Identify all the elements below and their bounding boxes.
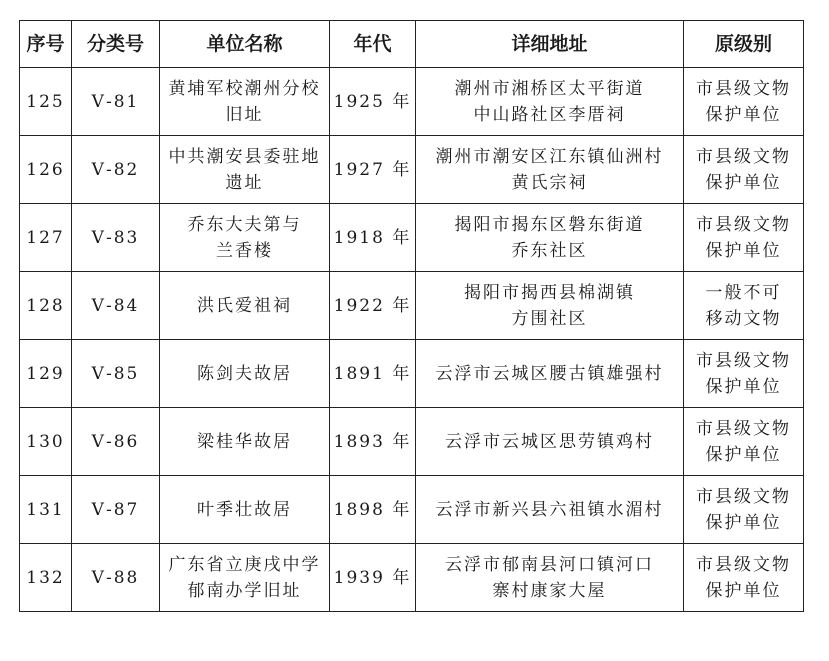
cell-seq: 126 bbox=[20, 136, 72, 204]
cell-seq: 132 bbox=[20, 544, 72, 612]
table-row bbox=[20, 476, 804, 544]
cell-original-level-line: 市县级文物 bbox=[696, 214, 791, 235]
cell-unit-name-line: 兰香楼 bbox=[216, 240, 273, 261]
cell-address bbox=[416, 204, 684, 272]
cell-era: 1922 年 bbox=[330, 272, 416, 340]
cell-address-line: 潮州市潮安区江东镇仙洲村 bbox=[435, 146, 664, 167]
table-row bbox=[20, 272, 804, 340]
cell-address-line: 寨村康家大屋 bbox=[492, 580, 607, 601]
cell-original-level-line: 保护单位 bbox=[705, 104, 782, 125]
cell-address-line: 方围社区 bbox=[511, 308, 588, 329]
cell-address-line: 黄氏宗祠 bbox=[511, 172, 588, 193]
cell-unit-name bbox=[160, 68, 330, 136]
cell-class-code: Ⅴ-86 bbox=[72, 408, 160, 476]
table-row bbox=[20, 136, 804, 204]
cell-address bbox=[416, 272, 684, 340]
cell-unit-name-line: 陈剑夫故居 bbox=[197, 363, 292, 384]
table-row bbox=[20, 340, 804, 408]
table-header-row bbox=[20, 21, 804, 68]
heritage-table bbox=[19, 20, 804, 612]
cell-seq: 129 bbox=[20, 340, 72, 408]
table-row bbox=[20, 408, 804, 476]
header-original-level: 原级别 bbox=[684, 21, 804, 68]
cell-address-line: 乔东社区 bbox=[511, 240, 588, 261]
cell-era: 1898 年 bbox=[330, 476, 416, 544]
cell-unit-name bbox=[160, 204, 330, 272]
cell-original-level-line: 保护单位 bbox=[705, 444, 782, 465]
cell-address bbox=[416, 544, 684, 612]
cell-unit-name bbox=[160, 272, 330, 340]
cell-original-level-line: 市县级文物 bbox=[696, 486, 791, 507]
header-class-code: 分类号 bbox=[72, 21, 160, 68]
cell-seq: 128 bbox=[20, 272, 72, 340]
cell-address-line: 云浮市郁南县河口镇河口 bbox=[445, 554, 654, 575]
cell-address bbox=[416, 136, 684, 204]
cell-era: 1925 年 bbox=[330, 68, 416, 136]
cell-original-level-line: 市县级文物 bbox=[696, 78, 791, 99]
cell-unit-name-line: 叶季壮故居 bbox=[197, 499, 292, 520]
cell-class-code: Ⅴ-84 bbox=[72, 272, 160, 340]
cell-era: 1918 年 bbox=[330, 204, 416, 272]
cell-original-level bbox=[684, 68, 804, 136]
cell-era: 1891 年 bbox=[330, 340, 416, 408]
cell-address bbox=[416, 340, 684, 408]
cell-address bbox=[416, 68, 684, 136]
cell-seq: 125 bbox=[20, 68, 72, 136]
cell-original-level bbox=[684, 204, 804, 272]
header-address: 详细地址 bbox=[416, 21, 684, 68]
cell-original-level bbox=[684, 272, 804, 340]
cell-address bbox=[416, 408, 684, 476]
cell-original-level-line: 移动文物 bbox=[705, 308, 782, 329]
cell-address-line: 揭阳市揭西县棉湖镇 bbox=[464, 282, 635, 303]
cell-unit-name bbox=[160, 408, 330, 476]
cell-address bbox=[416, 476, 684, 544]
table-body bbox=[20, 68, 804, 612]
cell-class-code: Ⅴ-83 bbox=[72, 204, 160, 272]
cell-unit-name-line: 乔东大夫第与 bbox=[187, 214, 302, 235]
cell-original-level bbox=[684, 476, 804, 544]
cell-era: 1927 年 bbox=[330, 136, 416, 204]
cell-era: 1893 年 bbox=[330, 408, 416, 476]
cell-unit-name bbox=[160, 340, 330, 408]
table-row bbox=[20, 204, 804, 272]
cell-unit-name bbox=[160, 544, 330, 612]
cell-unit-name bbox=[160, 136, 330, 204]
cell-class-code: Ⅴ-88 bbox=[72, 544, 160, 612]
cell-seq: 131 bbox=[20, 476, 72, 544]
cell-class-code: Ⅴ-87 bbox=[72, 476, 160, 544]
cell-unit-name-line: 旧址 bbox=[225, 104, 264, 125]
cell-original-level-line: 一般不可 bbox=[705, 282, 782, 303]
cell-class-code: Ⅴ-85 bbox=[72, 340, 160, 408]
cell-unit-name-line: 郁南办学旧址 bbox=[187, 580, 302, 601]
cell-address-line: 揭阳市揭东区磐东街道 bbox=[454, 214, 645, 235]
cell-original-level-line: 保护单位 bbox=[705, 376, 782, 397]
cell-address-line: 云浮市云城区腰古镇雄强村 bbox=[435, 363, 664, 384]
cell-seq: 127 bbox=[20, 204, 72, 272]
cell-address-line: 云浮市云城区思劳镇鸡村 bbox=[445, 431, 654, 452]
header-unit-name: 单位名称 bbox=[160, 21, 330, 68]
cell-address-line: 中山路社区李厝祠 bbox=[473, 104, 626, 125]
cell-unit-name-line: 梁桂华故居 bbox=[197, 431, 292, 452]
cell-address-line: 云浮市新兴县六祖镇水湄村 bbox=[435, 499, 664, 520]
cell-original-level-line: 市县级文物 bbox=[696, 418, 791, 439]
cell-original-level-line: 保护单位 bbox=[705, 172, 782, 193]
cell-original-level bbox=[684, 544, 804, 612]
cell-class-code: Ⅴ-82 bbox=[72, 136, 160, 204]
cell-era: 1939 年 bbox=[330, 544, 416, 612]
table-row bbox=[20, 544, 804, 612]
cell-unit-name-line: 中共潮安县委驻地 bbox=[168, 146, 321, 167]
cell-unit-name bbox=[160, 476, 330, 544]
cell-original-level-line: 市县级文物 bbox=[696, 146, 791, 167]
cell-unit-name-line: 遗址 bbox=[225, 172, 264, 193]
cell-address-line: 潮州市湘桥区太平街道 bbox=[454, 78, 645, 99]
cell-original-level-line: 保护单位 bbox=[705, 580, 782, 601]
header-era: 年代 bbox=[330, 21, 416, 68]
cell-original-level bbox=[684, 408, 804, 476]
cell-unit-name-line: 黄埔军校潮州分校 bbox=[168, 78, 321, 99]
cell-original-level-line: 保护单位 bbox=[705, 240, 782, 261]
cell-class-code: Ⅴ-81 bbox=[72, 68, 160, 136]
cell-original-level-line: 市县级文物 bbox=[696, 554, 791, 575]
cell-original-level bbox=[684, 340, 804, 408]
cell-original-level-line: 保护单位 bbox=[705, 512, 782, 533]
cell-original-level bbox=[684, 136, 804, 204]
cell-original-level-line: 市县级文物 bbox=[696, 350, 791, 371]
cell-seq: 130 bbox=[20, 408, 72, 476]
header-seq: 序号 bbox=[20, 21, 72, 68]
table-row bbox=[20, 68, 804, 136]
cell-unit-name-line: 广东省立庚戌中学 bbox=[168, 554, 321, 575]
cell-unit-name-line: 洪氏爱祖祠 bbox=[197, 295, 292, 316]
